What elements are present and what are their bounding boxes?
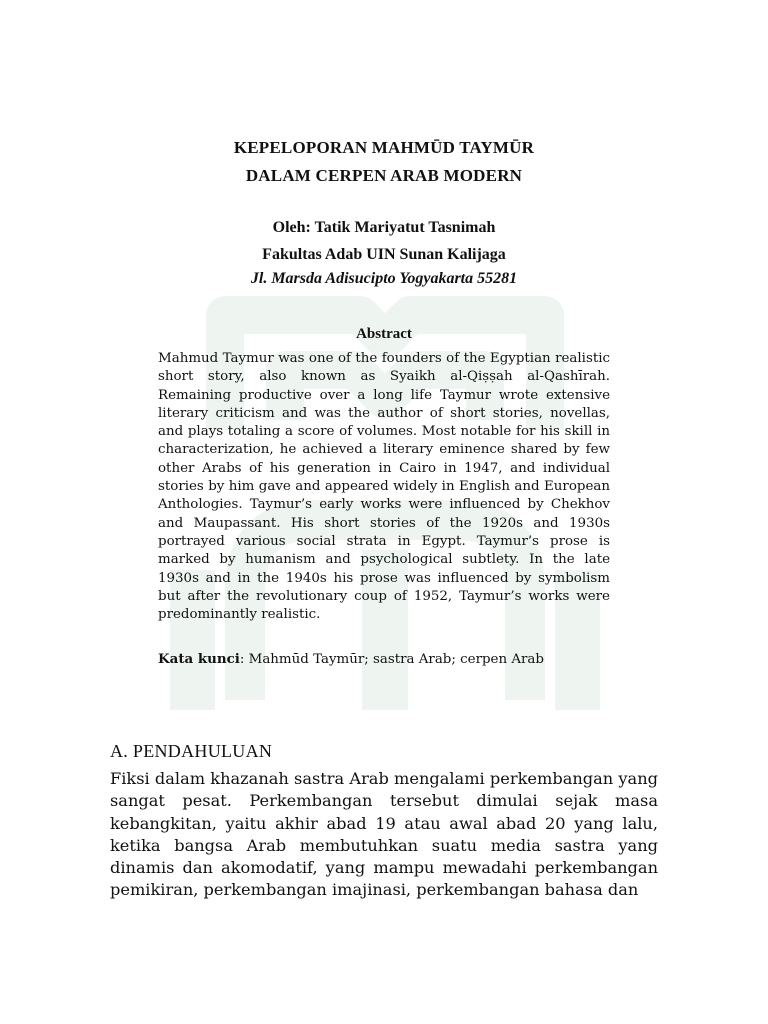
keywords-label: Kata kunci: [158, 651, 240, 667]
affiliation: Fakultas Adab UIN Sunan Kalijaga: [262, 246, 506, 263]
keywords-separator: :: [239, 652, 249, 667]
keywords-text: Mahmūd Taymūr; sastra Arab; cerpen Arab: [248, 652, 544, 667]
section-heading: A. PENDAHULUAN: [110, 741, 273, 761]
keywords: [158, 650, 618, 669]
address: Jl. Marsda Adisucipto Yogyakarta 55281: [250, 270, 518, 287]
section-body: Fiksi dalam khazanah sastra Arab mengalami perkembangan yang sangat pesat. Perkembangan tersebut dimulai sejak masa kebangkitan, yaitu akhir abad 19 atau awal abad 20 yang lalu, ketika bangsa Arab membutuhkan suatu media sastra yang dinamis dan akomodatif, yang mampu mewadahi perkembangan pemikiran, perkembangan imajinasi, perkembangan bahasa dan: [110, 769, 658, 900]
abstract-heading: Abstract: [356, 326, 412, 342]
title-line-2: DALAM CERPEN ARAB MODERN: [245, 166, 523, 185]
author: Oleh: Tatik Mariyatut Tasnimah: [272, 219, 496, 236]
abstract-body: Mahmud Taymur was one of the founders of the Egyptian realistic short story, also known as Syaikh al-Qiṣṣah al-Qashīrah. Remaining productive over a long life Taymur wrote extensive literary criticism and was the author of short stories, novellas, and plays totaling a score of volumes. Most notable for his skill in characterization, he achieved a literary eminence shared by few other Arabs of his generation in Cairo in 1947, and individual stories by him gave and appeared widely in English and European Anthologies. Taymur’s early works were influenced by Chekhov and Maupassant. His short stories of the 1920s and 1930s portrayed various social strata in Egypt. Taymur’s prose is marked by humanism and psychological subtlety. In the late 1930s and in the 1940s his prose was influenced by symbolism but after the revolutionary coup of 1952, Taymur’s works were predominantly realistic.: [158, 351, 610, 623]
title-line-1: KEPELOPORAN MAHMŪD TAYMŪR: [233, 138, 535, 157]
